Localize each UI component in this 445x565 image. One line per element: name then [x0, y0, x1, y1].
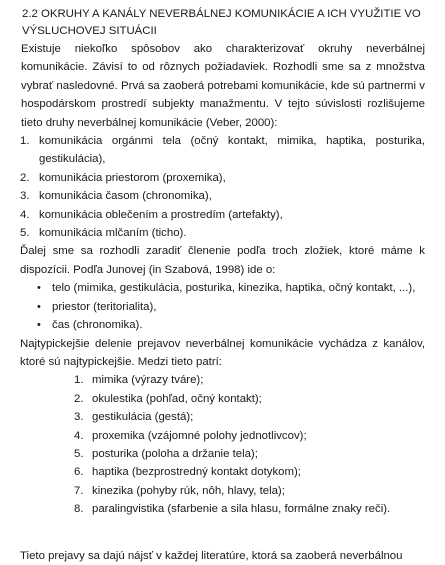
list-item — [20, 206, 425, 224]
list-item-text: komunikácia časom (chronomika), — [39, 190, 212, 203]
list-number: 5. — [20, 227, 30, 240]
list-item — [20, 463, 425, 481]
bullet-icon: • — [37, 319, 41, 332]
list-item-text: komunikácia priestorom (proxemika), — [39, 171, 226, 184]
channels-paragraph: Najtypickejšie delenie prejavov neverbálnej komunikácie vychádza z kanálov, ktoré sú najtypickejšie. Medzi tieto patrí: — [20, 337, 425, 368]
section-heading-line-1: 2.2 OKRUHY A KANÁLY NEVERBÁLNEJ KOMUNIKÁCIE A ICH VYUŽITIE VO — [22, 8, 421, 20]
list-number: 2. — [74, 392, 84, 405]
components-paragraph: Ďalej sme sa rozhodli zaradiť členenie podľa troch zložiek, ktoré máme k dispozícii. Podľa Junovej (in Szabová, 1998) ide o: — [20, 245, 425, 276]
list-number: 4. — [20, 208, 30, 221]
list-item — [20, 371, 425, 389]
list-item-text: okulestika (pohľad, očný kontakt); — [92, 392, 262, 405]
channels-list — [20, 371, 425, 518]
list-item-text: priestor (teritorialita), — [52, 300, 157, 313]
list-number: 1. — [74, 374, 84, 387]
list-item — [20, 298, 425, 316]
section-heading-line-2: VÝSLUCHOVEJ SITUÁCII — [22, 25, 157, 37]
list-item-text: haptika (bezprostredný kontakt dotykom); — [92, 466, 301, 479]
bullet-icon: • — [37, 300, 41, 313]
list-item — [20, 187, 425, 205]
list-item-text: komunikácia mlčaním (ticho). — [39, 227, 187, 240]
section-heading — [22, 6, 425, 40]
list-number: 5. — [74, 447, 84, 460]
bullet-icon: • — [37, 282, 41, 295]
list-number: 2. — [20, 171, 30, 184]
truncated-paragraph-line: Tieto prejavy sa dajú nájsť v každej literatúre, ktorá sa zaoberá neverbálnou — [20, 550, 403, 562]
intro-paragraph: Existuje niekoľko spôsobov ako charakterizovať okruhy neverbálnej komunikácie. Závisí to od rôznych požiadaviek. Rozhodli sme sa z množstva vybrať nasledovné. Prvá sa zaoberá potrebami komunikácie, kde sú partnermi v hospodárskom prostredí subjekty manažmentu. V tejto súvislosti rozlišujeme tieto druhy neverbálnej komunikácie (Veber, 2000): — [21, 43, 425, 129]
list-item-text: posturika (poloha a držanie tela); — [92, 447, 258, 460]
list-item-text: kinezika (pohyby rúk, nôh, hlavy, tela); — [92, 484, 285, 497]
list-item — [20, 427, 425, 445]
list-item — [20, 279, 425, 297]
components-list — [20, 279, 425, 334]
list-item — [20, 169, 425, 187]
list-item — [20, 316, 425, 334]
list-item — [20, 500, 425, 518]
list-item — [20, 390, 425, 408]
list-number: 7. — [74, 484, 84, 497]
list-item — [20, 408, 425, 426]
list-item — [20, 482, 425, 500]
list-item-text: komunikácia orgánmi tela (očný kontakt, mimika, haptika, posturika, gestikulácia), — [39, 135, 425, 166]
list-item-text: paralingvistika (sfarbenie a sila hlasu, formálne znaky reči). — [92, 503, 391, 516]
list-number: 1. — [20, 135, 30, 148]
list-item-text: proxemika (vzájomné polohy jednotlivcov); — [92, 429, 307, 442]
list-number: 6. — [74, 466, 84, 479]
list-item-text: čas (chronomika). — [52, 319, 143, 332]
list-item-text: mimika (výrazy tváre); — [92, 374, 204, 387]
list-item-text: gestikulácia (gestá); — [92, 411, 194, 424]
list-number: 3. — [20, 190, 30, 203]
list-number: 4. — [74, 429, 84, 442]
list-number: 8. — [74, 503, 84, 516]
list-number: 3. — [74, 411, 84, 424]
list-item-text: komunikácia oblečením a prostredím (artefakty), — [39, 208, 283, 221]
list-item — [20, 445, 425, 463]
list-item-text: telo (mimika, gestikulácia, posturika, kinezika, haptika, očný kontakt, ...), — [52, 282, 416, 295]
list-item — [20, 224, 425, 242]
list-item — [20, 132, 425, 169]
communication-types-list — [20, 132, 425, 242]
